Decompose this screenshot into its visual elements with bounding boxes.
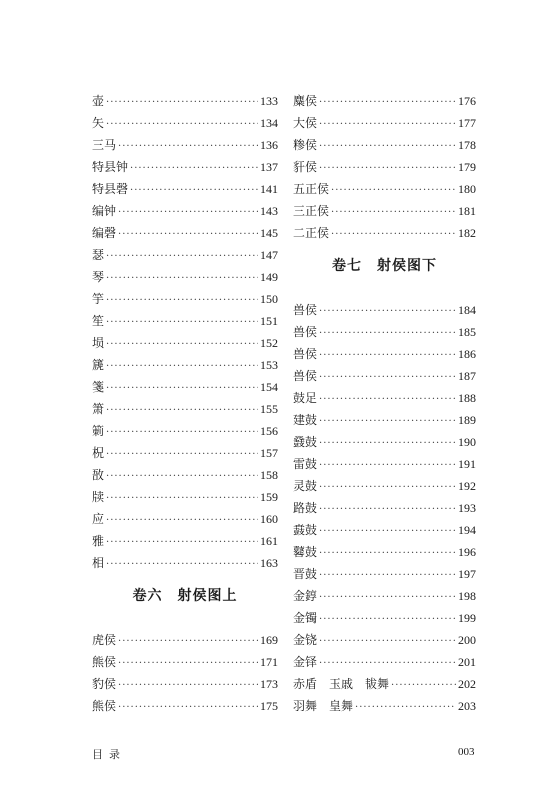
toc-entry-page: 145 [260, 226, 278, 240]
toc-entry-title: 二正侯 [293, 226, 330, 240]
toc-entry [92, 112, 278, 134]
toc-entry [293, 431, 476, 453]
toc-entry [293, 629, 476, 651]
toc-entry [92, 156, 278, 178]
toc-entry-title: 熊侯 [92, 655, 117, 669]
dot-leader [106, 488, 258, 510]
toc-entry-title: 五正侯 [293, 182, 330, 196]
toc-entry-page: 202 [458, 677, 476, 691]
toc-entry-title: 瑟 [92, 248, 105, 262]
toc-entry-title: 三马 [92, 138, 117, 152]
toc-entry-title: 鼖鼓 [293, 523, 318, 537]
toc-entry [92, 486, 278, 508]
dot-leader [106, 444, 258, 466]
toc-entry-page: 179 [458, 160, 476, 174]
dot-leader [106, 422, 258, 444]
toc-entry [92, 332, 278, 354]
toc-entry-title: 赤盾 玉戚 韨舞 [293, 677, 390, 691]
toc-entry-page: 169 [260, 633, 278, 647]
dot-leader [118, 697, 258, 719]
toc-entry-title: 兽侯 [293, 347, 318, 361]
toc-entry-page: 141 [260, 182, 278, 196]
toc-entry-page: 196 [458, 545, 476, 559]
dot-leader [331, 224, 456, 246]
toc-entry [293, 453, 476, 475]
toc-entry-page: 143 [260, 204, 278, 218]
toc-entry-page: 158 [260, 468, 278, 482]
toc-entry-title: 编磬 [92, 226, 117, 240]
toc-entry-title: 路鼓 [293, 501, 318, 515]
toc-entry-title: 壶 [92, 94, 105, 108]
toc-entry-title: 箋 [92, 380, 105, 394]
dot-leader [319, 521, 456, 543]
toc-entry-page: 181 [458, 204, 476, 218]
dot-leader [106, 378, 258, 400]
toc-entry-title: 柷 [92, 446, 105, 460]
toc-entry [92, 288, 278, 310]
toc-entry-page: 187 [458, 369, 476, 383]
dot-leader [319, 114, 456, 136]
toc-entry-title: 豹侯 [92, 677, 117, 691]
toc-entry-title: 应 [92, 512, 105, 526]
toc-entry-page: 161 [260, 534, 278, 548]
dot-leader [319, 433, 456, 455]
toc-entry [293, 541, 476, 563]
dot-leader [319, 158, 456, 180]
toc-entry [92, 398, 278, 420]
toc-entry-title: 竽 [92, 292, 105, 306]
toc-entry-page: 147 [260, 248, 278, 262]
toc-entry-page: 150 [260, 292, 278, 306]
dot-leader [319, 631, 456, 653]
dot-leader [319, 477, 456, 499]
toc-entry [293, 112, 476, 134]
toc-entry [293, 673, 476, 695]
dot-leader [106, 290, 258, 312]
dot-leader [331, 180, 456, 202]
toc-entry-title: 三正侯 [293, 204, 330, 218]
toc-entry-page: 180 [458, 182, 476, 196]
toc-entry-page: 185 [458, 325, 476, 339]
dot-leader [331, 202, 456, 224]
dot-leader [130, 180, 258, 202]
dot-leader [106, 554, 258, 576]
toc-entry [92, 442, 278, 464]
toc-entry [293, 222, 476, 244]
toc-entry [293, 585, 476, 607]
toc-entry [92, 651, 278, 673]
toc-entry [293, 563, 476, 585]
toc-entry-page: 171 [260, 655, 278, 669]
toc-entry [92, 244, 278, 266]
dot-leader [106, 510, 258, 532]
toc-entry [293, 651, 476, 673]
toc-entry-page: 197 [458, 567, 476, 581]
dot-leader [319, 301, 456, 323]
toc-entry [92, 222, 278, 244]
toc-entry [293, 607, 476, 629]
toc-entry-page: 134 [260, 116, 278, 130]
dot-leader [106, 114, 258, 136]
toc-entry [293, 409, 476, 431]
toc-entry-title: 鼗鼓 [293, 435, 318, 449]
dot-leader [355, 697, 456, 719]
toc-entry [293, 321, 476, 343]
toc-entry-title: 篪 [92, 358, 105, 372]
toc-entry-title: 琴 [92, 270, 105, 284]
toc-entry-title: 箣 [92, 424, 105, 438]
toc-entry-page: 182 [458, 226, 476, 240]
dot-leader [106, 92, 258, 114]
toc-entry-page: 192 [458, 479, 476, 493]
toc-entry [293, 365, 476, 387]
toc-entry-page: 175 [260, 699, 278, 713]
dot-leader [319, 653, 456, 675]
toc-entry [293, 90, 476, 112]
dot-leader [319, 323, 456, 345]
dot-leader [319, 499, 456, 521]
toc-entry-page: 191 [458, 457, 476, 471]
dot-leader [319, 587, 456, 609]
dot-leader [319, 136, 456, 158]
toc-entry-title: 牍 [92, 490, 105, 504]
toc-entry-page: 184 [458, 303, 476, 317]
dot-leader [118, 653, 258, 675]
toc-entry-title: 鼓足 [293, 391, 318, 405]
dot-leader [319, 367, 456, 389]
toc-entry-title: 雷鼓 [293, 457, 318, 471]
toc-entry-title: 兽侯 [293, 369, 318, 383]
toc-entry [92, 134, 278, 156]
toc-entry-page: 203 [458, 699, 476, 713]
dot-leader [106, 400, 258, 422]
toc-entry [92, 695, 278, 717]
chapter-heading: 卷七 射侯图下 [332, 258, 437, 274]
toc-entry-page: 155 [260, 402, 278, 416]
toc-entry-page: 160 [260, 512, 278, 526]
toc-entry-page: 190 [458, 435, 476, 449]
toc-entry [92, 629, 278, 651]
toc-entry-title: 麋侯 [293, 94, 318, 108]
toc-entry-page: 163 [260, 556, 278, 570]
toc-entry-title: 糁侯 [293, 138, 318, 152]
toc-entry-page: 151 [260, 314, 278, 328]
toc-entry [92, 178, 278, 200]
toc-entry [92, 376, 278, 398]
toc-entry-page: 177 [458, 116, 476, 130]
toc-entry [293, 200, 476, 222]
toc-entry-page: 173 [260, 677, 278, 691]
toc-entry-page: 152 [260, 336, 278, 350]
dot-leader [106, 334, 258, 356]
toc-entry-title: 雅 [92, 534, 105, 548]
toc-entry [293, 178, 476, 200]
toc-entry [293, 134, 476, 156]
toc-entry-title: 特县钟 [92, 160, 129, 174]
toc-entry-title: 敔 [92, 468, 105, 482]
toc-entry-title: 箫 [92, 402, 105, 416]
toc-entry [92, 464, 278, 486]
toc-entry [293, 497, 476, 519]
toc-entry-page: 176 [458, 94, 476, 108]
toc-entry-title: 埙 [92, 336, 105, 350]
dot-leader [319, 455, 456, 477]
dot-leader [319, 389, 456, 411]
toc-entry-page: 194 [458, 523, 476, 537]
toc-entry-page: 156 [260, 424, 278, 438]
toc-entry-page: 199 [458, 611, 476, 625]
toc-entry-title: 鼛鼓 [293, 545, 318, 559]
toc-entry-title: 编钟 [92, 204, 117, 218]
toc-entry [92, 530, 278, 552]
toc-entry [92, 508, 278, 530]
toc-entry-title: 大侯 [293, 116, 318, 130]
toc-entry [293, 343, 476, 365]
toc-entry-page: 200 [458, 633, 476, 647]
dot-leader [118, 224, 258, 246]
dot-leader [319, 609, 456, 631]
toc-entry-page: 157 [260, 446, 278, 460]
toc-entry-title: 晋鼓 [293, 567, 318, 581]
toc-entry-page: 198 [458, 589, 476, 603]
toc-entry-page: 188 [458, 391, 476, 405]
toc-entry-title: 相 [92, 556, 105, 570]
toc-entry-page: 153 [260, 358, 278, 372]
toc-entry [92, 420, 278, 442]
dot-leader [118, 136, 258, 158]
toc-entry [92, 673, 278, 695]
toc-entry-title: 笙 [92, 314, 105, 328]
toc-entry [293, 475, 476, 497]
dot-leader [106, 356, 258, 378]
toc-entry-page: 133 [260, 94, 278, 108]
dot-leader [118, 675, 258, 697]
dot-leader [319, 345, 456, 367]
toc-entry [92, 310, 278, 332]
toc-entry [92, 552, 278, 574]
toc-entry-title: 金錞 [293, 589, 318, 603]
dot-leader [319, 543, 456, 565]
dot-leader [106, 466, 258, 488]
toc-entry-page: 154 [260, 380, 278, 394]
dot-leader [391, 675, 456, 697]
dot-leader [118, 631, 258, 653]
chapter-heading: 卷六 射侯图上 [132, 588, 238, 604]
toc-entry [92, 200, 278, 222]
dot-leader [106, 312, 258, 334]
toc-entry-title: 特县磬 [92, 182, 129, 196]
toc-entry-title: 兽侯 [293, 303, 318, 317]
toc-entry-page: 201 [458, 655, 476, 669]
footer-section-title: 目录 [92, 748, 126, 761]
dot-leader [319, 411, 456, 433]
toc-column-right [293, 90, 476, 717]
toc-entry [293, 156, 476, 178]
toc-entry [293, 299, 476, 321]
toc-entry-page: 149 [260, 270, 278, 284]
toc-entry-page: 193 [458, 501, 476, 515]
toc-entry-page: 159 [260, 490, 278, 504]
toc-entry-page: 178 [458, 138, 476, 152]
dot-leader [319, 92, 456, 114]
dot-leader [118, 202, 258, 224]
toc-entry-title: 兽侯 [293, 325, 318, 339]
toc-entry-page: 189 [458, 413, 476, 427]
toc-entry-title: 金铎 [293, 655, 318, 669]
dot-leader [106, 532, 258, 554]
dot-leader [319, 565, 456, 587]
toc-entry-title: 豻侯 [293, 160, 318, 174]
toc-entry-title: 金铙 [293, 633, 318, 647]
toc-entry-title: 灵鼓 [293, 479, 318, 493]
toc-entry-title: 熊侯 [92, 699, 117, 713]
toc-entry [293, 519, 476, 541]
toc-entry [92, 266, 278, 288]
toc-entry-title: 虎侯 [92, 633, 117, 647]
toc-entry-title: 矢 [92, 116, 105, 130]
footer-page-number: 003 [458, 746, 475, 758]
toc-entry [293, 387, 476, 409]
dot-leader [106, 268, 258, 290]
toc-entry [293, 695, 476, 717]
toc-entry-page: 136 [260, 138, 278, 152]
toc-entry-title: 羽舞 皇舞 [293, 699, 354, 713]
dot-leader [130, 158, 258, 180]
toc-entry-title: 建鼓 [293, 413, 318, 427]
toc-entry-title: 金镯 [293, 611, 318, 625]
toc-column-left [92, 90, 278, 717]
toc-entry [92, 354, 278, 376]
toc-entry-page: 186 [458, 347, 476, 361]
toc-entry [92, 90, 278, 112]
toc-entry-page: 137 [260, 160, 278, 174]
dot-leader [106, 246, 258, 268]
